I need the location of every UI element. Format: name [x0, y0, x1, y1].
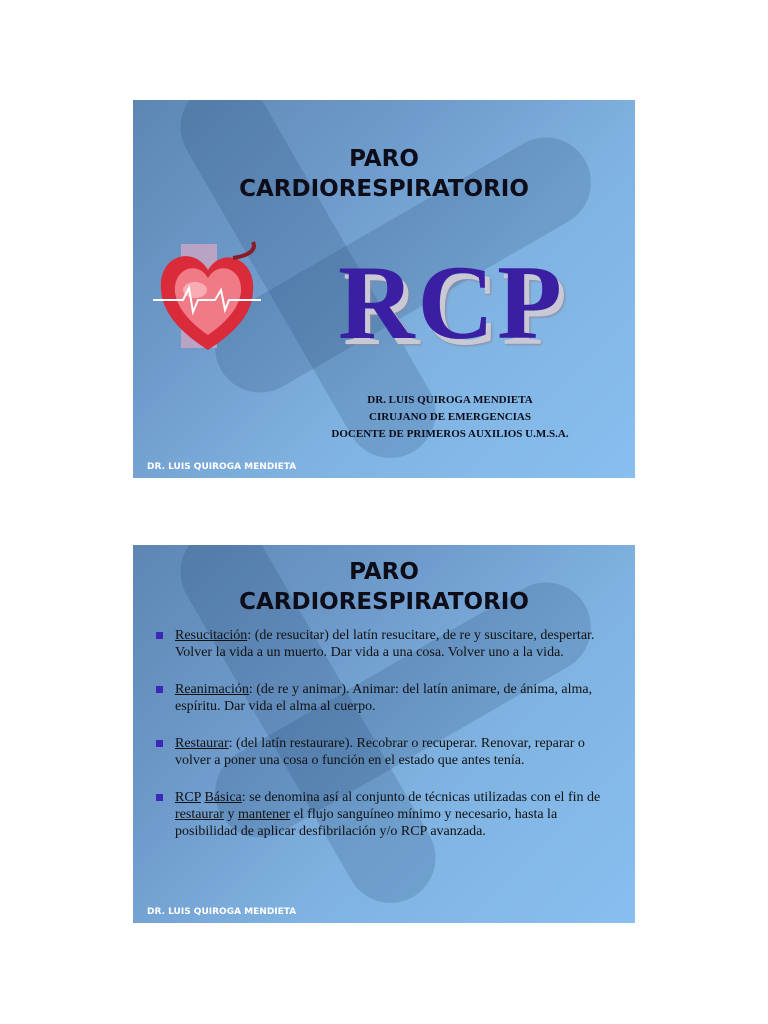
definition-text: el flujo sanguíneo mínimo y necesario, hasta la posibilidad de aplicar desfibrilación y/o RCP avanzada.	[175, 807, 558, 839]
term-restaurar: Restaurar	[175, 736, 229, 751]
slide-title	[133, 100, 635, 478]
rcp-logo-text: RCP	[338, 244, 565, 361]
slide1-title	[133, 144, 635, 204]
list-item	[153, 735, 613, 769]
slide1-footer: DR. LUIS QUIROGA MENDIETA	[147, 462, 297, 472]
definition-text: : se denomina así al conjunto de técnicas utilizadas con el fin de	[241, 790, 601, 805]
list-item	[153, 681, 613, 715]
definition-text: : (de resucitar) del latín resucitare, de re y suscitare, despertar. Volver la vida a un muerto. Dar vida a una cosa. Volver uno a la vida.	[175, 628, 595, 660]
definition-list	[153, 627, 613, 860]
term-rcp: RCP	[175, 790, 201, 805]
heart-ecg-icon	[153, 240, 263, 355]
bullet-square-icon	[156, 794, 163, 801]
term-resucitacion: Resucitación	[175, 628, 248, 643]
term-restaurar-inline: restaurar	[175, 807, 224, 822]
slide2-title-line2: CARDIORESPIRATORIO	[239, 589, 529, 615]
author-role: CIRUJANO DE EMERGENCIAS	[369, 411, 531, 423]
term-mantener-inline: mantener	[237, 807, 291, 822]
author-info	[285, 392, 615, 443]
definition-text: : (de re y animar). Animar: del latín animare, de ánima, alma, espíritu. Dar vida el alma al cuerpo.	[175, 682, 593, 714]
bullet-square-icon	[156, 686, 163, 693]
slide-definitions	[133, 545, 635, 923]
author-affiliation: DOCENTE DE PRIMEROS AUXILIOS U.M.S.A.	[331, 428, 569, 440]
slide2-footer: DR. LUIS QUIROGA MENDIETA	[147, 907, 297, 917]
slide1-title-line1: PARO	[349, 146, 419, 172]
definition-text: : (del latín restaurare). Recobrar o recuperar. Renovar, reparar o volver a poner una cosa o función en el estado que antes tenía.	[175, 736, 585, 768]
list-item	[153, 789, 613, 840]
term-reanimacion: Reanimación	[175, 682, 249, 697]
bullet-square-icon	[156, 632, 163, 639]
term-basica: Básica	[204, 790, 242, 805]
list-item	[153, 627, 613, 661]
bullet-square-icon	[156, 740, 163, 747]
slide2-title	[133, 557, 635, 617]
definition-text: y	[223, 807, 238, 822]
author-name: DR. LUIS QUIROGA MENDIETA	[367, 394, 533, 406]
slide1-title-line2: CARDIORESPIRATORIO	[239, 176, 529, 202]
slide2-title-line1: PARO	[349, 559, 419, 585]
